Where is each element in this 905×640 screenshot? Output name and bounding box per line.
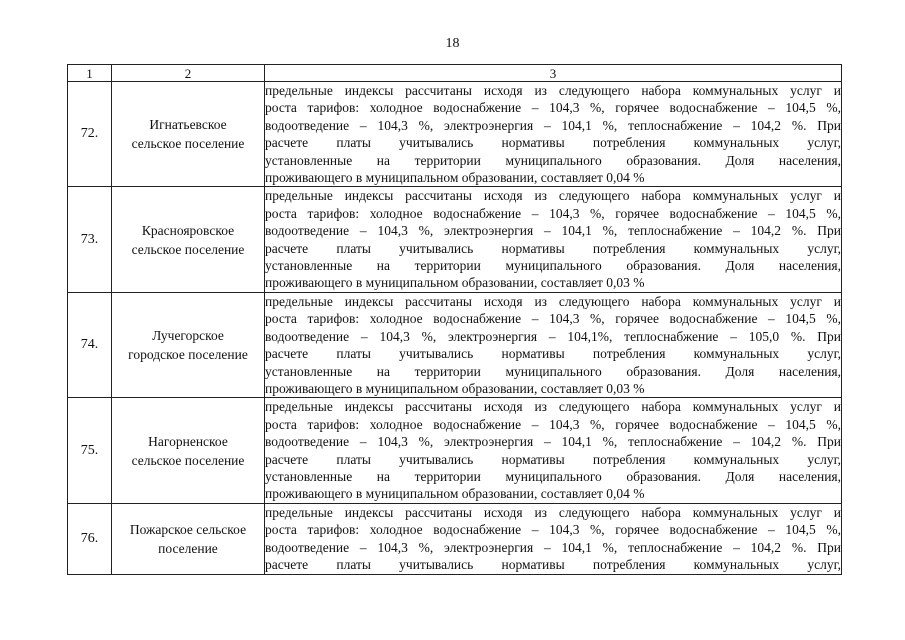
column-header-number: 1 [68,65,112,82]
description-line: проживающего в муниципальном образовании, составляет 0,03 % [265,275,645,291]
description-line: предельные индексы рассчитаны исходя из следующего набора коммунальных услуг и [265,188,841,204]
municipality-name [112,292,265,397]
municipality-name [112,398,265,503]
description-line: водоотведение – 104,3 %, электроэнергия – 104,1%, теплоснабжение – 105,0 %. При [265,328,841,344]
description-line: проживающего в муниципальном образовании, составляет 0,03 % [265,380,645,396]
municipality-name-line: Краснояровское [141,222,235,238]
tariff-description [265,187,842,292]
description-line: роста тарифов: холодное водоснабжение – 104,3 %, горячее водоснабжение – 104,5 %, [265,205,841,221]
table-header-row [68,65,842,82]
description-line: установленные на территории муниципального образования. Доля населения, [265,363,841,379]
description-line: роста тарифов: холодное водоснабжение – 104,3 %, горячее водоснабжение – 104,5 %, [265,522,841,538]
description-line: установленные на территории муниципального образования. Доля населения, [265,258,841,274]
description-line: водоотведение – 104,3 %, электроэнергия – 104,1 %, теплоснабжение – 104,2 %. При [265,117,841,133]
municipality-name [112,82,265,187]
municipality-name-line: сельское поселение [131,452,245,468]
description-line: роста тарифов: холодное водоснабжение – 104,3 %, горячее водоснабжение – 104,5 %, [265,100,841,116]
page-number: 18 [445,36,460,51]
column-header-description: 3 [265,65,842,82]
column-header-municipality: 2 [112,65,265,82]
table-row [68,503,842,574]
municipality-name-line: Лучегорское [152,328,224,344]
row-number: 75. [68,398,112,503]
description-line: проживающего в муниципальном образовании, составляет 0,04 % [265,486,645,502]
description-line: расчете платы учитывались нормативы потребления коммунальных услуг, [265,451,841,467]
table-row [68,398,842,503]
description-line: предельные индексы рассчитаны исходя из следующего набора коммунальных услуг и [265,293,841,309]
municipality-name [112,187,265,292]
description-line: предельные индексы рассчитаны исходя из следующего набора коммунальных услуг и [265,504,841,520]
row-number: 76. [68,503,112,574]
description-line: водоотведение – 104,3 %, электроэнергия – 104,1 %, теплоснабжение – 104,2 %. При [265,223,841,239]
description-line: расчете платы учитывались нормативы потребления коммунальных услуг, [265,240,841,256]
description-line: расчете платы учитывались нормативы потребления коммунальных услуг, [265,557,841,573]
municipality-name-line: сельское поселение [131,241,245,257]
municipality-name-line: Нагорненское [148,433,228,449]
description-line: установленные на территории муниципального образования. Доля населения, [265,152,841,168]
municipality-name [112,503,265,574]
description-line: предельные индексы рассчитаны исходя из следующего набора коммунальных услуг и [265,83,841,98]
description-line: расчете платы учитывались нормативы потребления коммунальных услуг, [265,135,841,151]
tariff-description [265,292,842,397]
description-line: расчете платы учитывались нормативы потребления коммунальных услуг, [265,346,841,362]
description-line: проживающего в муниципальном образовании, составляет 0,04 % [265,170,645,186]
tariff-table [67,64,842,575]
row-number: 73. [68,187,112,292]
row-number: 74. [68,292,112,397]
description-line: роста тарифов: холодное водоснабжение – 104,3 %, горячее водоснабжение – 104,5 %, [265,416,841,432]
description-line: водоотведение – 104,3 %, электроэнергия – 104,1 %, теплоснабжение – 104,2 %. При [265,539,841,555]
table-row [68,292,842,397]
tariff-description [265,82,842,187]
description-line: водоотведение – 104,3 %, электроэнергия – 104,1 %, теплоснабжение – 104,2 %. При [265,434,841,450]
tariff-description [265,398,842,503]
municipality-name-line: поселение [158,540,218,556]
description-line: установленные на территории муниципального образования. Доля населения, [265,468,841,484]
municipality-name-line: Игнатьевское [149,117,227,133]
description-line: предельные индексы рассчитаны исходя из следующего набора коммунальных услуг и [265,399,841,415]
tariff-description [265,503,842,574]
municipality-name-line: городское поселение [128,347,248,363]
table-row [68,82,842,187]
description-line: роста тарифов: холодное водоснабжение – 104,3 %, горячее водоснабжение – 104,5 %, [265,311,841,327]
municipality-name-line: Пожарское сельское [129,521,247,537]
row-number: 72. [68,82,112,187]
table-row [68,187,842,292]
municipality-name-line: сельское поселение [131,136,245,152]
